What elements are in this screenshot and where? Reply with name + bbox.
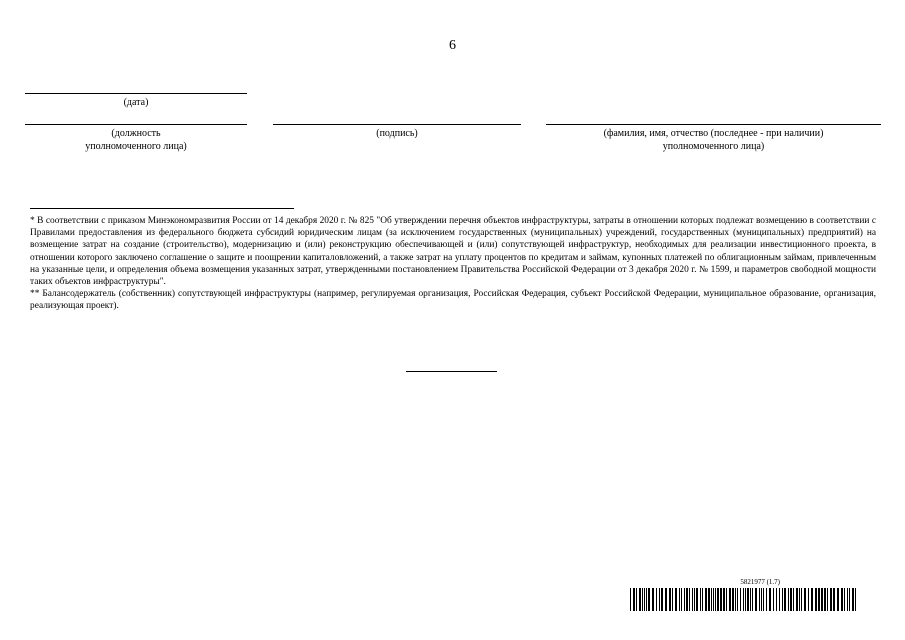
page-number: 6 [449, 38, 456, 53]
barcode-bar [669, 588, 671, 611]
barcode [630, 588, 858, 611]
barcode-bar [723, 588, 725, 611]
barcode-bar [782, 588, 783, 611]
barcode-bar [849, 588, 850, 611]
position-label-line1: (должность [111, 128, 161, 139]
barcode-bar [759, 588, 760, 611]
barcode-bar [841, 588, 843, 611]
barcode-bar [844, 588, 845, 611]
barcode-bar [675, 588, 677, 611]
position-line [25, 124, 247, 125]
barcode-bar [750, 588, 751, 611]
footnotes [30, 215, 876, 313]
barcode-bar [804, 588, 806, 611]
barcode-bar [639, 588, 641, 611]
barcode-bar [818, 588, 820, 611]
barcode-bar [729, 588, 731, 611]
barcode-bar [644, 588, 645, 611]
barcode-bar [737, 588, 738, 611]
barcode-bar [799, 588, 800, 611]
name-line [546, 124, 881, 125]
name-label-line2: уполномоченного лица) [662, 141, 765, 152]
barcode-bar [740, 588, 741, 611]
barcode-bar [661, 588, 663, 611]
barcode-bar [811, 588, 813, 611]
barcode-bar [790, 588, 792, 611]
barcode-bar [735, 588, 736, 611]
barcode-bar [784, 588, 786, 611]
footnote-1: * В соответствии с приказом Минэкономразвития России от 14 декабря 2020 г. № 825 "Об утверждении перечня объектов инфраструктуры, затраты в отношении которых подлежат возмещению в соответствии с Правилами предоставления из федерального бюджета субсидий юридическим лицам (за исключением государственных (муниципальных) учреждений, государственных (муниципальных) предприятий) на возмещение затрат на создание (строительство), модернизацию и (или) реконструкцию обеспечивающей и (или) сопутствующей инфраструктур, необходимых для реализации инвестиционного проекта, в отношении которого заключено соглашение о защите и поощрении капиталовложений, а также затрат на уплату процентов по кредитам и займам, купонных платежей по облигационным займам, привлеченным на указанные цели, и определения объема возмещения указанных затрат, утвержденными постановлением Правительства Российской Федерации от 3 декабря 2020 г. № 1599, и параметров свободной мощности таких объектов инфраструктуры". [30, 216, 876, 288]
barcode-bar [830, 588, 832, 611]
barcode-bar [679, 588, 680, 611]
barcode-bar [636, 588, 637, 611]
barcode-bar [837, 588, 839, 611]
barcode-bar [717, 588, 719, 611]
barcode-code: 5821977 (1.7) [740, 578, 780, 586]
footnote-separator [30, 208, 294, 209]
barcode-bar [761, 588, 762, 611]
barcode-bar [689, 588, 690, 611]
barcode-bar [815, 588, 817, 611]
barcode-bar [747, 588, 749, 611]
name-label [546, 127, 881, 153]
barcode-bar [788, 588, 789, 611]
barcode-bar [696, 588, 698, 611]
barcode-bar [855, 588, 856, 611]
barcode-bar [715, 588, 716, 611]
barcode-bar [713, 588, 714, 611]
name-label-line1: (фамилия, имя, отчество (последнее - при наличии) [603, 128, 824, 139]
barcode-bar [743, 588, 744, 611]
barcode-bar [796, 588, 798, 611]
barcode-bar [769, 588, 771, 611]
barcode-bar [672, 588, 673, 611]
barcode-bar [720, 588, 722, 611]
signature-label: (подпись) [376, 128, 418, 139]
barcode-bar [801, 588, 802, 611]
barcode-bar [642, 588, 643, 611]
barcode-bar [732, 588, 734, 611]
barcode-bar [779, 588, 780, 611]
barcode-bar [702, 588, 703, 611]
barcode-bar [755, 588, 757, 611]
barcode-bar [808, 588, 809, 611]
barcode-bar [766, 588, 767, 611]
barcode-bar [847, 588, 848, 611]
barcode-bar [745, 588, 746, 611]
barcode-bar [665, 588, 667, 611]
position-label [25, 127, 247, 153]
date-label: (дата) [123, 97, 149, 108]
barcode-bar [681, 588, 682, 611]
position-label-line2: уполномоченного лица) [85, 141, 187, 152]
barcode-bar [793, 588, 794, 611]
barcode-bar [827, 588, 828, 611]
barcode-bar [686, 588, 688, 611]
barcode-bar [633, 588, 635, 611]
barcode-bar [700, 588, 701, 611]
barcode-bar [763, 588, 764, 611]
barcode-bar [773, 588, 774, 611]
barcode-bar [776, 588, 777, 611]
barcode-bar [824, 588, 826, 611]
barcode-bar [692, 588, 693, 611]
barcode-bar [630, 588, 631, 611]
barcode-bar [708, 588, 710, 611]
barcode-bar [821, 588, 823, 611]
barcode-bar [705, 588, 707, 611]
barcode-bar [833, 588, 835, 611]
barcode-bar [652, 588, 654, 611]
barcode-bar [656, 588, 657, 611]
end-of-document-line [406, 371, 497, 372]
barcode-bar [646, 588, 647, 611]
barcode-bar [694, 588, 695, 611]
barcode-bar [648, 588, 650, 611]
date-line [25, 93, 247, 94]
barcode-bar [752, 588, 753, 611]
barcode-bar [726, 588, 727, 611]
barcode-bar [659, 588, 660, 611]
signature-line [273, 124, 521, 125]
barcode-bar [852, 588, 854, 611]
footnote-2: ** Балансодержатель (собственник) сопутствующей инфраструктуры (например, регулируемая организация, Российская Федерация, субъект Российской Федерации, муниципальное образование, организация, реализующая проект). [30, 289, 876, 312]
barcode-bar [711, 588, 712, 611]
barcode-bar [684, 588, 685, 611]
